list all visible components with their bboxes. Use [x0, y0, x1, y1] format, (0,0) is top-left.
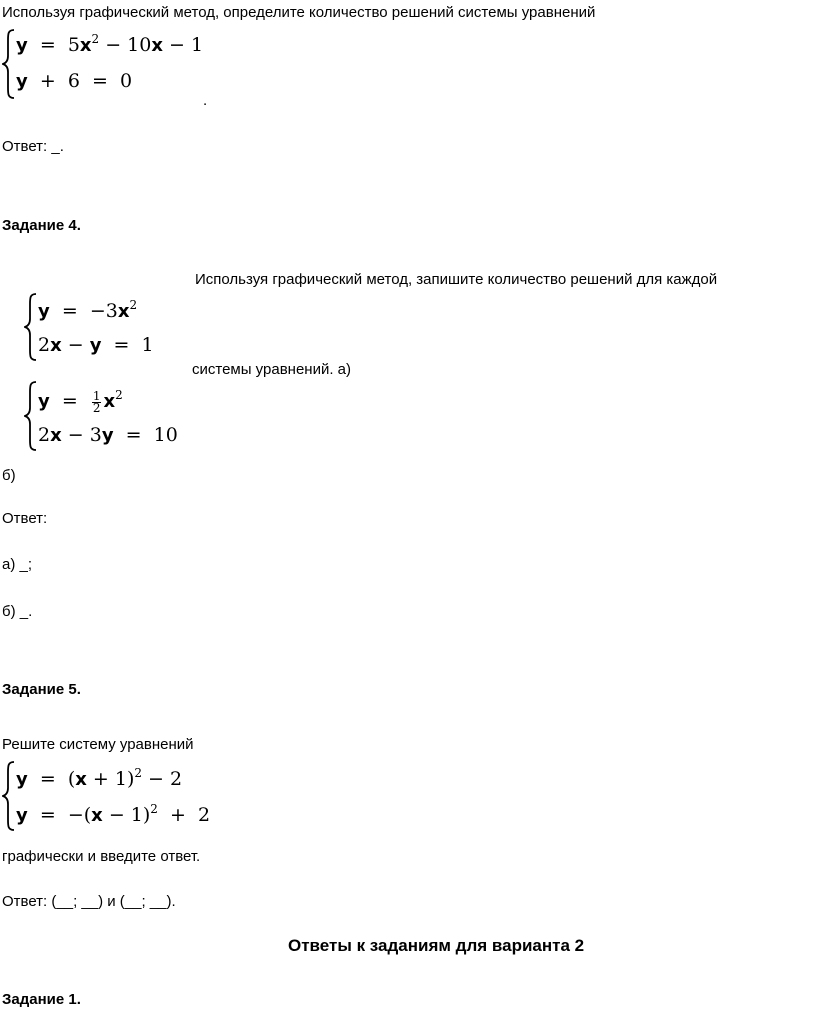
task4-answer-a: а) _;	[2, 556, 33, 573]
task3-eq2: y + 6 = 0	[16, 70, 133, 92]
task3-answer: Ответ: _.	[2, 138, 64, 155]
task5-eq2: $y = -(x - 1)^2 + 2$	[16, 802, 211, 826]
task5-answer: Ответ: (__; __) и (__; __).	[2, 893, 176, 910]
task5-prompt-after: графически и введите ответ.	[2, 848, 201, 865]
left-brace-icon	[24, 380, 38, 452]
left-brace-icon	[2, 28, 16, 100]
task4-answer-b: б) _.	[2, 603, 33, 620]
task4-b-eq2: 2x − 3y = 10	[38, 424, 178, 446]
task5-eq1: $y = (x + 1)^2 - 2$	[16, 766, 183, 790]
task4-prompt-part1: Используя графический метод, запишите количество решений для каждой	[195, 271, 718, 288]
task4-b-eq1: y = $\frac{1}{2}$ $x^2$	[38, 388, 123, 415]
task5-prompt: Решите систему уравнений	[2, 736, 194, 753]
task4-system-b	[24, 380, 194, 452]
task4-heading: Задание 4.	[2, 217, 81, 234]
task4-label-b: б)	[2, 467, 16, 484]
task3-equation-system	[2, 28, 222, 100]
task4-system-a	[24, 292, 184, 362]
task3-prompt: Используя графический метод, определите количество решений системы уравнений	[2, 4, 596, 21]
left-brace-icon	[2, 760, 16, 832]
task5-equation-system	[2, 760, 232, 832]
task5-heading: Задание 5.	[2, 681, 81, 698]
task4-a-eq2: 2x − y = 1	[38, 334, 154, 356]
task4-prompt-part2: системы уравнений. а)	[192, 361, 352, 378]
fraction: $\frac{1}{2}$	[92, 388, 101, 415]
answers-heading: Ответы к заданиям для варианта 2	[288, 936, 585, 955]
task3-trailing-dot: .	[203, 92, 208, 109]
task3-eq1: $y = 5x^2 - 10x - 1$	[16, 32, 204, 56]
task4-a-eq1: $y = -3x^2$	[38, 298, 138, 322]
left-brace-icon	[24, 292, 38, 362]
answers-first-task: Задание 1.	[2, 991, 81, 1008]
task4-answer-label: Ответ:	[2, 510, 48, 527]
